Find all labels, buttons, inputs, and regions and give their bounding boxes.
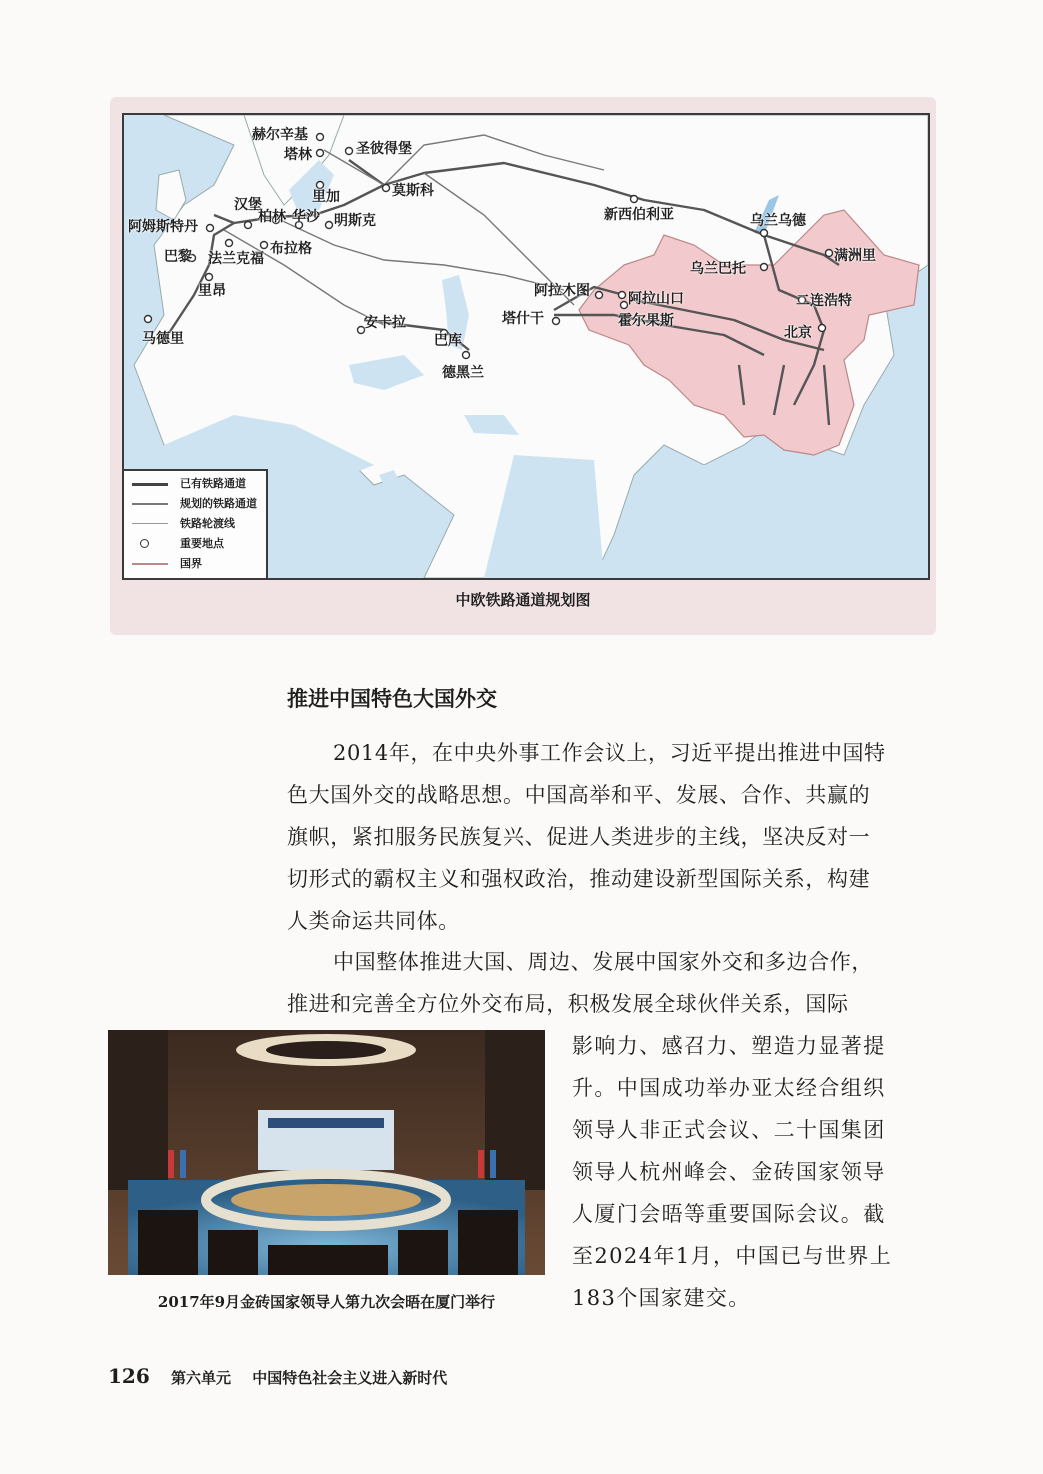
city-label-amsterdam: 阿姆斯特丹 xyxy=(128,219,198,235)
city-label-tallinn: 塔林 xyxy=(284,147,312,163)
page-footer xyxy=(108,1364,447,1388)
city-label-tehran: 德黑兰 xyxy=(442,365,484,381)
legend-planned-rail: 规划的铁路通道 xyxy=(132,495,262,513)
map-caption: 中欧铁路通道规划图 xyxy=(455,591,591,609)
map-legend xyxy=(124,469,268,578)
city-label-tashkent: 塔什干 xyxy=(502,311,544,327)
city-label-berlin: 柏林 xyxy=(258,209,286,225)
paragraph-line: 人厦门会晤等重要国际会议。截 xyxy=(572,1202,886,1226)
bay-of-bengal xyxy=(644,465,724,578)
paragraph-line: 中国整体推进大国、周边、发展中国家外交和多边合作， xyxy=(333,950,873,974)
city-label-madrid: 马德里 xyxy=(142,331,184,347)
summit-photo-illustration xyxy=(108,1030,545,1275)
paragraph-line: 领导人杭州峰会、金砖国家领导 xyxy=(572,1160,886,1184)
city-label-ulaanbaatar: 乌兰巴托 xyxy=(690,261,746,277)
city-label-novosibirsk: 新西伯利亚 xyxy=(604,207,674,223)
paragraph-line: 领导人非正式会议、二十国集团 xyxy=(572,1118,886,1142)
legend-national-border: 国界 xyxy=(132,555,262,573)
paragraph-line: 至2024年1月，中国已与世界上 xyxy=(572,1244,893,1268)
unit-label: 第六单元 xyxy=(170,1369,231,1387)
summit-photo xyxy=(108,1030,545,1275)
city-label-prague: 布拉格 xyxy=(270,241,312,257)
paragraph-line: 旗帜，紧扣服务民族复兴、促进人类进步的主线，坚决反对一 xyxy=(287,825,871,849)
paragraph-line: 183个国家建交。 xyxy=(572,1286,751,1310)
city-label-ulan-ude: 乌兰乌德 xyxy=(750,213,806,229)
city-label-manzhouli: 满洲里 xyxy=(834,248,876,264)
city-label-almaty: 阿拉木图 xyxy=(534,283,590,299)
legend-ferry-line: 铁路轮渡线 xyxy=(132,515,262,533)
paragraph-line: 升。中国成功举办亚太经合组织 xyxy=(572,1076,886,1100)
paragraph-2 xyxy=(287,941,873,1025)
paragraph-line: 影响力、感召力、塑造力显著提 xyxy=(572,1034,886,1058)
city-label-baku: 巴库 xyxy=(434,333,462,349)
city-label-erenhot: 二连浩特 xyxy=(796,293,852,309)
city-label-helsinki: 赫尔辛基 xyxy=(252,127,308,143)
section-title: 推进中国特色大国外交 xyxy=(287,687,497,711)
city-label-lyon: 里昂 xyxy=(198,283,226,299)
paragraph-line: 切形式的霸权主义和强权政治，推动建设新型国际关系，构建 xyxy=(287,867,871,891)
legend-important-place: 重要地点 xyxy=(132,535,262,553)
legend-existing-rail: 已有铁路通道 xyxy=(132,475,262,493)
page-number: 126 xyxy=(108,1364,150,1388)
map-figure xyxy=(110,97,936,635)
railway-map xyxy=(122,113,930,580)
city-label-moscow: 莫斯科 xyxy=(392,183,434,199)
paragraph-line: 色大国外交的战略思想。中国高举和平、发展、合作、共赢的 xyxy=(287,783,871,807)
city-label-beijing: 北京 xyxy=(784,325,812,341)
city-label-riga: 里加 xyxy=(312,189,340,205)
paragraph-line: 2014年，在中央外事工作会议上，习近平提出推进中国特 xyxy=(333,741,886,765)
paragraph-line: 推进和完善全方位外交布局，积极发展全球伙伴关系，国际 xyxy=(287,992,849,1016)
city-label-minsk: 明斯克 xyxy=(334,213,376,229)
city-label-frankfurt: 法兰克福 xyxy=(208,251,264,267)
city-label-alashankou: 阿拉山口 xyxy=(628,291,684,307)
city-label-hamburg: 汉堡 xyxy=(234,197,262,213)
paragraph-2-wrap xyxy=(572,1025,892,1319)
city-label-ankara: 安卡拉 xyxy=(364,315,406,331)
city-label-st-petersburg: 圣彼得堡 xyxy=(356,141,412,157)
paragraph-1 xyxy=(287,732,886,942)
photo-caption: 2017年9月金砖国家领导人第九次会晤在厦门举行 xyxy=(157,1293,496,1311)
paragraph-line: 人类命运共同体。 xyxy=(287,909,460,933)
city-label-paris: 巴黎 xyxy=(164,249,192,265)
city-label-warsaw: 华沙 xyxy=(292,209,320,225)
city-label-khorgos: 霍尔果斯 xyxy=(618,313,674,329)
unit-title: 中国特色社会主义进入新时代 xyxy=(252,1369,448,1387)
